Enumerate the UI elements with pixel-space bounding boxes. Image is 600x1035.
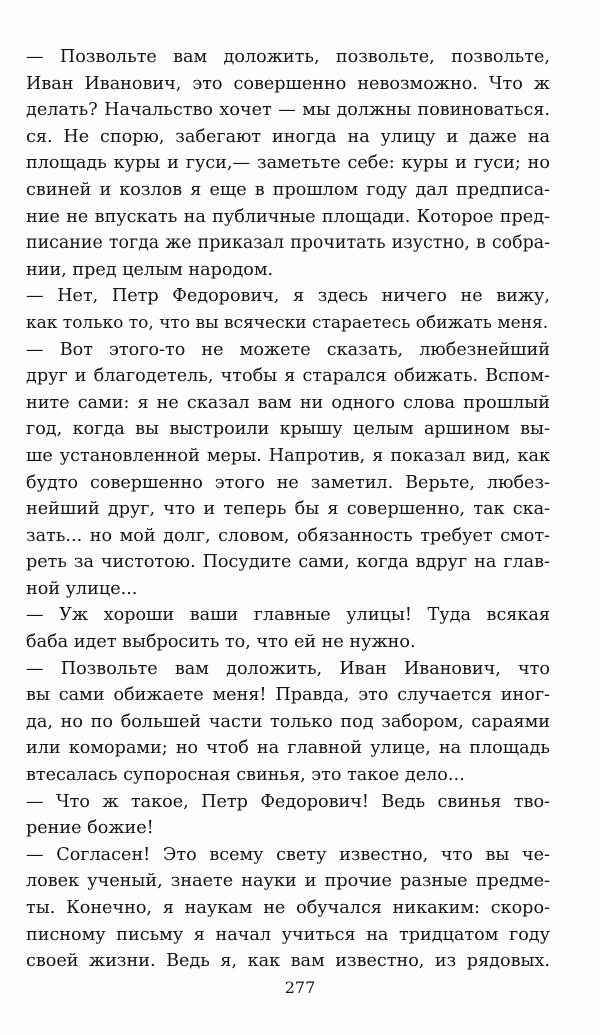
text-line: баба идет выбросить то, что ей не нужно. [26,632,416,653]
text-line: ше установленной меры. Напротив, я показал вид, как [26,445,550,466]
text-line: как только то, что вы всячески стараетесь обижать меня. [26,312,549,333]
text-line: втесалась супоросная свинья, это такое дело... [26,765,465,786]
text-line: нии, пред целым народом. [26,259,274,280]
text-line: ловек ученый, знаете науки и прочие разные предме- [26,871,550,892]
text-line: — Уж хороши ваши главные улицы! Туда всякая [26,605,550,626]
text-line: вы сами обижаете меня! Правда, это случается иног- [26,685,550,706]
text-line: — Согласен! Это всему свету известно, что вы че- [26,844,550,865]
text-line: ните сами: я не сказал вам ни одного слова прошлый [26,392,550,413]
text-line: нейший друг, что и теперь бы я совершенно, так ска- [26,499,550,520]
text-line: своей жизни. Ведь я, как вам известно, из рядовых. [26,951,550,972]
page-number: 277 [284,978,316,997]
text-line: да, но по большей части только под забором, сараями [26,711,550,732]
text-line: Иван Иванович, это совершенно невозможно. Что ж [26,73,550,94]
text-line: ся. Не спорю, забегают иногда на улицу и даже на [26,126,550,147]
text-line: — Позвольте вам доложить, позвольте, позвольте, [26,47,550,67]
text-line: или коморами; но чтоб на главной улице, на площадь [26,738,550,759]
text-line: писание тогда же приказал прочитать изустно, в собра- [26,233,550,254]
text-line: делать? Начальство хочет — мы должны повиноваться. [26,100,550,121]
text-line: — Вот этого-то не можете сказать, любезнейший [26,339,550,360]
text-line: друг и благодетель, чтобы я старался обижать. Вспом- [26,366,550,387]
text-line: будто совершенно этого не заметил. Верьте, любез- [26,472,550,493]
text-line: реть за чистотою. Посудите сами, когда вдруг на глав- [26,552,550,573]
text-line: зать... но мой долг, словом, обязанность требует смот- [26,525,550,546]
text-line: — Позвольте вам доложить, Иван Иванович, что [26,658,550,679]
text-line: ние не впускать на публичные площади. Которое пред- [26,206,550,227]
text-line: — Что ж такое, Петр Федорович! Ведь свинья тво- [26,791,550,812]
text-line: ты. Конечно, я наукам не обучался никаким: скоро- [26,898,550,918]
text-line: рение божие! [26,818,154,839]
text-line: свиней и козлов я еще в прошлом году дал предписа- [26,179,550,200]
text-line: площадь куры и гуси,— заметьте себе: куры и гуси; но [26,153,550,174]
text-line: год, когда вы выстроили крышу целым аршином вы- [26,419,550,440]
text-line: писному письму я начал учиться на тридцатом году [26,924,550,945]
page-text [26,44,550,975]
text-line: ной улице... [26,578,138,599]
text-line: — Нет, Петр Федорович, я здесь ничего не вижу, [26,286,550,307]
